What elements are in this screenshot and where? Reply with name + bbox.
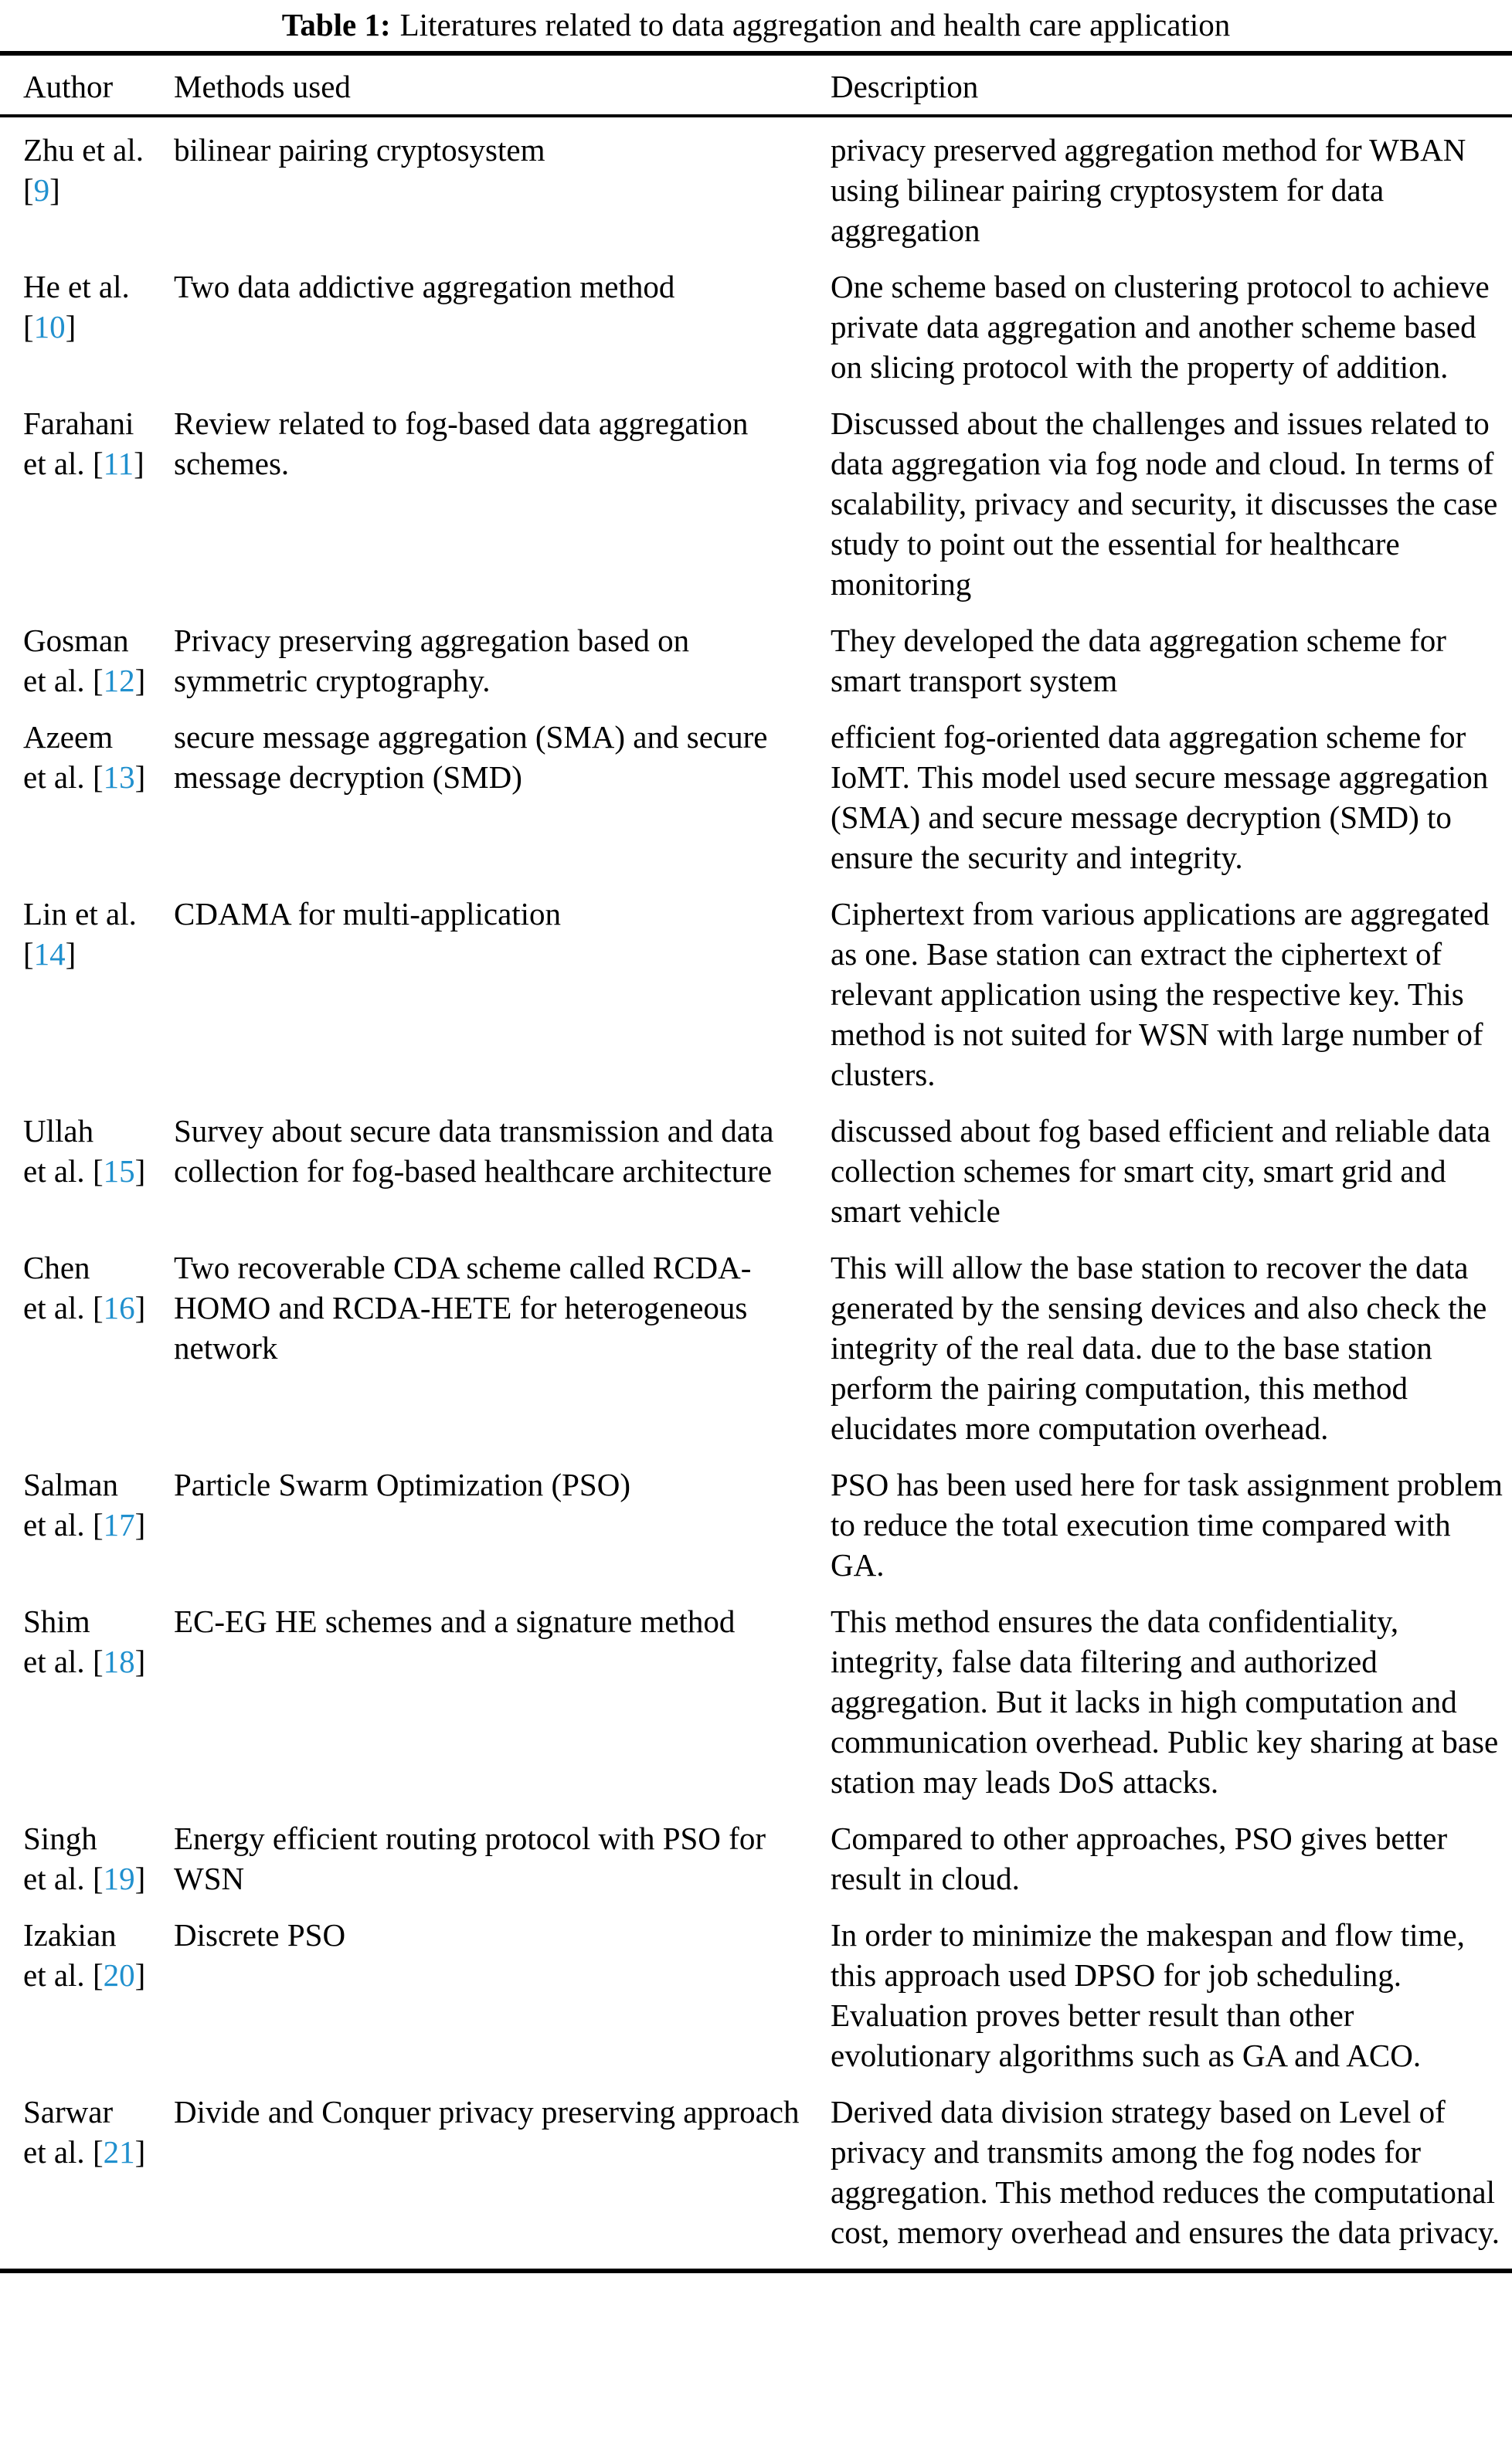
table-row [0,2092,1512,2252]
methods-cell: Survey about secure data transmission and data collection for fog-based healthcare architecture [174,1113,774,1189]
citation-bracket-open: [ [92,2134,104,2170]
table-row [0,1111,1512,1231]
author-cell [23,1601,174,1802]
author-cell [23,130,174,250]
author-name-line: Sarwar [23,2094,114,2130]
author-ref-line [23,2132,166,2172]
citation-bracket-open: [ [92,1957,104,1993]
citation-ref-link[interactable]: 9 [33,172,50,208]
table-header-row [0,56,1512,114]
author-cell [23,1111,174,1231]
table-row [0,1464,1512,1585]
citation-bracket-close: ] [65,936,76,972]
citation-bracket-open: [ [23,936,34,972]
table-body [0,117,1512,2252]
table-row [0,1601,1512,1802]
description-cell: Compared to other approaches, PSO gives better result in cloud. [831,1821,1448,1896]
citation-bracket-open: [ [92,1290,104,1325]
author-ref-prefix: et al. [23,759,93,795]
citation-bracket-open: [ [92,663,104,698]
author-name-line: Zhu et al. [23,132,144,168]
column-header-description: Description [831,69,979,104]
description-cell: In order to minimize the makespan and flow time, this approach used DPSO for job scheduling. Evaluation proves better result than other evolutionary algorithms such as GA and ACO. [831,1917,1465,2073]
author-ref-line [23,1641,166,1682]
author-cell [23,1247,174,1448]
citation-bracket-close: ] [134,2134,146,2170]
methods-cell: Particle Swarm Optimization (PSO) [174,1467,630,1502]
author-cell [23,717,174,877]
methods-cell: Two recoverable CDA scheme called RCDA-HOMO and RCDA-HETE for heterogeneous network [174,1250,752,1366]
author-cell [23,1915,174,2075]
author-cell [23,2092,174,2252]
author-name-line: Lin et al. [23,896,137,932]
table-row [0,1247,1512,1448]
author-cell [23,620,174,701]
author-ref-line [23,1858,166,1899]
citation-bracket-close: ] [134,1957,146,1993]
description-cell: This will allow the base station to recover the data generated by the sensing devices and also check the integrity of the real data. due to the base station perform the pairing computation, this method elucidates more computation overhead. [831,1250,1487,1446]
author-ref-line [23,1505,166,1545]
table-row [0,130,1512,250]
citation-bracket-open: [ [92,1153,104,1189]
citation-ref-link[interactable]: 12 [103,663,135,698]
author-name-line: Salman [23,1467,118,1502]
author-name-line: Shim [23,1604,90,1639]
citation-bracket-open: [ [92,759,104,795]
author-ref-line [23,934,166,974]
citation-bracket-open: [ [92,1507,104,1543]
author-ref-line [23,1288,166,1328]
citation-ref-link[interactable]: 18 [103,1644,135,1679]
table-row [0,717,1512,877]
description-cell: privacy preserved aggregation method for WBAN using bilinear pairing cryptosystem for data aggregation [831,132,1466,248]
table-row [0,620,1512,701]
methods-cell: CDAMA for multi-application [174,896,562,932]
author-ref-line [23,443,166,484]
description-cell: Derived data division strategy based on Level of privacy and transmits among the fog nodes for aggregation. This method reduces the computational cost, memory overhead and ensures the data privacy. [831,2094,1500,2250]
author-cell [23,1464,174,1585]
author-cell [23,894,174,1095]
citation-bracket-close: ] [134,1153,146,1189]
author-name-line: He et al. [23,269,130,304]
author-ref-prefix: et al. [23,1507,93,1543]
citation-bracket-close: ] [134,1861,146,1896]
methods-cell: EC-EG HE schemes and a signature method [174,1604,736,1639]
author-ref-prefix: et al. [23,1957,93,1993]
table-row [0,403,1512,604]
description-cell: Ciphertext from various applications are aggregated as one. Base station can extract the ciphertext of relevant application using the respective key. This method is not suited for WSN with large number of clusters. [831,896,1490,1092]
author-name-line: Ullah [23,1113,94,1149]
author-ref-prefix: et al. [23,2134,93,2170]
citation-ref-link[interactable]: 13 [103,759,135,795]
column-header-author: Author [23,69,114,104]
author-ref-line [23,1955,166,1995]
author-ref-prefix: et al. [23,1861,93,1896]
description-cell: discussed about fog based efficient and reliable data collection schemes for smart city, smart grid and smart vehicle [831,1113,1491,1229]
description-cell: One scheme based on clustering protocol to achieve private data aggregation and another scheme based on slicing protocol with the property of addition. [831,269,1490,385]
description-cell: They developed the data aggregation scheme for smart transport system [831,623,1446,698]
citation-ref-link[interactable]: 16 [103,1290,135,1325]
author-ref-line [23,170,166,210]
citation-bracket-close: ] [134,1507,146,1543]
methods-cell: Divide and Conquer privacy preserving approach [174,2094,800,2130]
citation-bracket-close: ] [134,663,146,698]
citation-ref-link[interactable]: 14 [33,936,66,972]
description-cell: efficient fog-oriented data aggregation scheme for IoMT. This model used secure message aggregation (SMA) and secure message decryption (SMD) to ensure the security and integrity. [831,719,1489,875]
author-ref-prefix: et al. [23,446,93,481]
description-cell: PSO has been used here for task assignment problem to reduce the total execution time compared with GA. [831,1467,1503,1583]
table-row [0,1915,1512,2075]
author-name-line: Chen [23,1250,90,1285]
author-cell [23,403,174,604]
description-cell: Discussed about the challenges and issues related to data aggregation via fog node and cloud. In terms of scalability, privacy and security, it discusses the case study to point out the essential for healthcare monitoring [831,406,1498,602]
citation-bracket-open: [ [92,1644,104,1679]
table-row [0,266,1512,387]
caption-text: Literatures related to data aggregation and health care application [399,7,1231,42]
author-cell [23,1818,174,1899]
author-ref-prefix: et al. [23,1290,93,1325]
methods-cell: Energy efficient routing protocol with PSO for WSN [174,1821,766,1896]
citation-bracket-close: ] [134,1644,146,1679]
methods-cell: Discrete PSO [174,1917,346,1953]
methods-cell: Review related to fog-based data aggregation schemes. [174,406,749,481]
citation-ref-link[interactable]: 21 [103,2134,135,2170]
author-name-line: Izakian [23,1917,117,1953]
citation-ref-link[interactable]: 20 [103,1957,135,1993]
citation-ref-link[interactable]: 11 [103,446,134,481]
author-name-line: Azeem [23,719,114,755]
citation-ref-link[interactable]: 19 [103,1861,135,1896]
citation-bracket-close: ] [134,1290,146,1325]
caption-label: Table 1: [281,7,391,42]
citation-bracket-open: [ [23,309,34,344]
citation-bracket-close: ] [134,759,146,795]
column-header-methods: Methods used [174,69,351,104]
author-ref-prefix: et al. [23,1153,93,1189]
citation-bracket-close: ] [65,309,76,344]
author-ref-line [23,757,166,797]
table-row [0,894,1512,1095]
methods-cell: secure message aggregation (SMA) and secure message decryption (SMD) [174,719,768,795]
methods-cell: Privacy preserving aggregation based on symmetric cryptography. [174,623,690,698]
citation-ref-link[interactable]: 17 [103,1507,135,1543]
methods-cell: Two data addictive aggregation method [174,269,675,304]
description-cell: This method ensures the data confidentiality, integrity, false data filtering and authorized aggregation. But it lacks in high computation and communication overhead. Public key sharing at base station may leads DoS attacks. [831,1604,1499,1800]
bottom-rule [0,2269,1512,2273]
citation-bracket-close: ] [134,446,144,481]
citation-bracket-open: [ [92,446,104,481]
methods-cell: bilinear pairing cryptosystem [174,132,545,168]
table-row [0,1818,1512,1899]
author-ref-line [23,660,166,701]
author-name-line: Singh [23,1821,97,1856]
author-ref-line [23,307,166,347]
citation-ref-link[interactable]: 10 [33,309,66,344]
author-cell [23,266,174,387]
citation-bracket-open: [ [23,172,34,208]
table-caption [0,5,1512,45]
citation-bracket-open: [ [92,1861,104,1896]
citation-bracket-close: ] [49,172,60,208]
author-name-line: Gosman [23,623,129,658]
author-name-line: Farahani [23,406,134,441]
author-ref-prefix: et al. [23,1644,93,1679]
author-ref-prefix: et al. [23,663,93,698]
citation-ref-link[interactable]: 15 [103,1153,135,1189]
author-ref-line [23,1151,166,1191]
